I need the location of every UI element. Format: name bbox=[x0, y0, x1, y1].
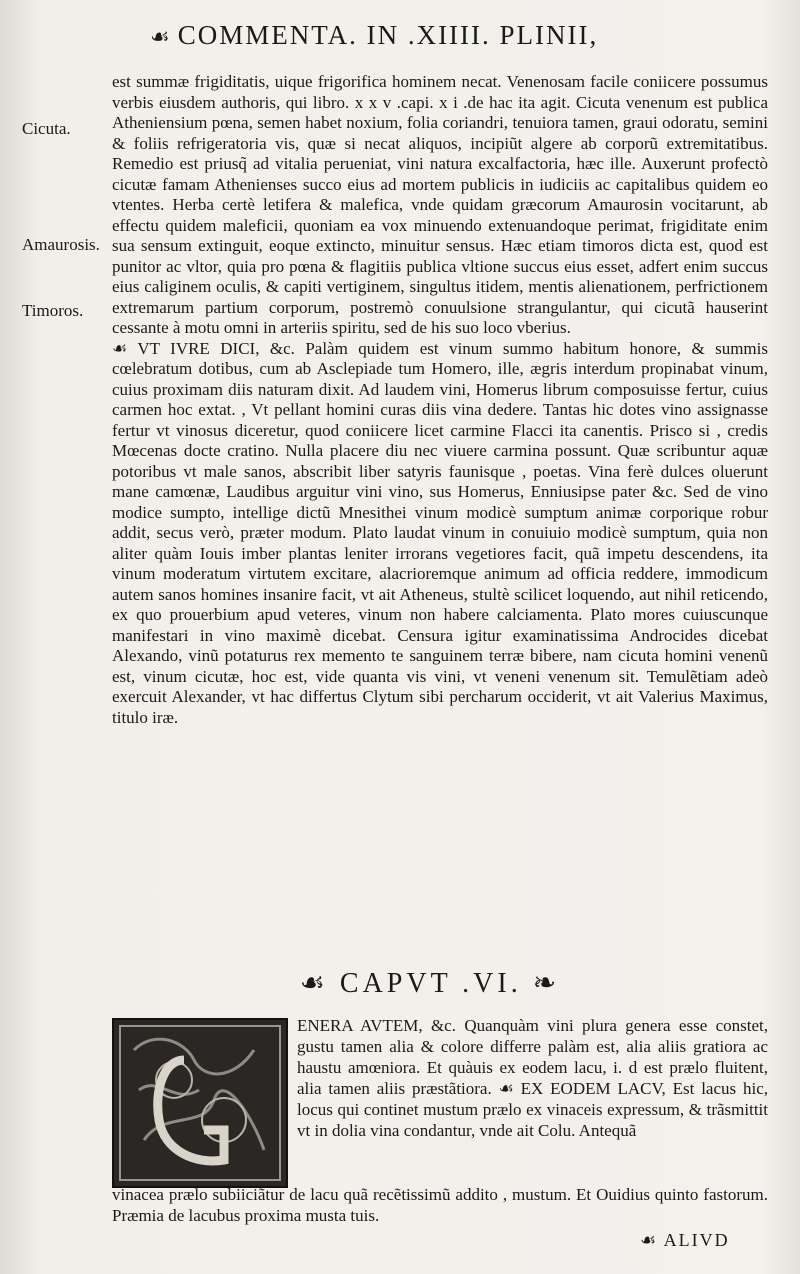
ornament-icon bbox=[114, 1020, 286, 1186]
chapter-heading: ☙ CAPVT .VI. ❧ bbox=[299, 968, 561, 999]
paragraph: ☙ VT IVRE DICI, &c. Palàm quidem est vinum summo habitum honore, & summis cœlebratum dotibus, cum ab Asclepiade tum Homero, ille, ægris interdum propinabat vinum, cuius proximam diis naturam dixit. Ad laudem vini, Homerus librum composuisse fertur, cuius carmen hoc extat. , Vt pellant homini curas diis vina dedere. Tantas hic dotes vino assignasse fertur vt vinosus diceretur, quod coniicere licet carmine Flacci ita canentis. Prisco si , credis Mœcenas docte cratino. Nulla placere diu nec viuere carmina possunt. Quæ scribuntur aquæ potoribus vt male sanos, abscribit liber satyris faunisque , poetas. Vina ferè dulces oluerunt mane camœnæ, Laudibus arguitur vini vino, sus Homerus, Enniusipse pater &c. Sed de vino modice sumpto, intellige dictũ Mnesithei vinum modicè sumptum animæ corporique robur addit, secus verò, præter modum. Plato laudat vinum in conuiuio modicè sumptum, quia non aliter quàm Iouis imber plantas leniter irrorans vegetiores facit, quã impetu descendens, ita vinum moderatum virtutem excitare, alacrioremque animum ad officia reddere, immodicum autem sanos homines insanire facit, vt ait Atheneus, stultè scilicet loquendo, aut nihil reticendo, ex quo prouerbium apud veteres, vinum non habere calciamenta. Plato mores cuiuscunque manifestari in vino maximè dicebat. Censura igitur examinatissima Androcides dicebat Alexando, vinũ potaturus rex memento te sanguinem terræ bibere, nam cicuta homini venenũ est, vinum cicutæ, hoc est, vide quanta vis vini, vt veneni venenum sit. Temulẽtiam adeò exercuit Alexander, vt hac differtus Clytum sibi percharum occiderit, vt ait Valerius Maximus, titulo iræ. bbox=[112, 338, 768, 727]
running-header bbox=[150, 20, 770, 51]
margin-note-amaurosis: Amaurosis. bbox=[22, 235, 100, 254]
fleuron-icon: ☙ bbox=[150, 24, 172, 49]
main-text bbox=[112, 72, 768, 728]
chapter-text-continued: vinacea prælo subiiciãtur de lacu quã recẽtissimũ addito , mustum. Et Ouidius quinto fastorum. Præmia de lacubus proxima musta tuis. bbox=[112, 1185, 768, 1225]
decorated-initial-image bbox=[112, 1018, 288, 1188]
margin-note-cicuta: Cicuta. bbox=[22, 119, 71, 138]
chapter-text: ENERA AVTEM, &c. Quanquàm vini plura genera esse constet, gustu tamen alia & colore differre palàm est, alia aliis gratiora ac haustu amœniora. Et quàuis ex eodem lacu, i. d est prælo fluitent, alia tamen aliis præstãtiora. ☙ EX EODEM LACV, Est lacus hic, locus qui continet mustum prælo ex vinaceis expressum, & trãsmittit vt in dolia vina condantur, vnde ait Colu. Antequã bbox=[297, 1016, 768, 1140]
paragraph: est summæ frigiditatis, uique frigorifica hominem necat. Venenosam facile coniicere possumus verbis eiusdem authoris, qui libro. x x v .capi. x i .de hac ita agit. Cicuta venenum est publica Atheniensium pœna, semen habet noxium, folia coriandri, tenuiora tamen, graui odoratu, semini & foliis refrigeratoria vis, quæ si necat aliquos, incipiũt algere ab corporũ extremitatibus. Remedio est priusq̃ ad vitalia perueniat, vini natura excalfactoria, hæc ille. Auxerunt profectò cicutæ famam Athenienses succo eius ad mortem publicis in iudiciis ac capitalibus quidem eo vtentes. Herba certè letifera & malefica, vnde quidam græcorum Amaurosin vocitarunt, ab effectu quidem maleficii, quoniam ea vox minuendo extenuandoque perimat, frigiditate enim sua sensum extinguit, eoque extincto, minuitur sensus. Hæc etiam timoros dicta est, quod est punitor ac vltor, quia pro pœna & flagitiis publica vltione succus eius esset, adfert enim succus eius caliginem oculis, & capiti vertiginem, singultus itidem, mentis alienationem, perfrictionem extremarum partium corporum, postremò conuulsione strangulantur, qui cicutã hauserint cessante à motu omni in arteriis spiritu, sed de his suo loco vberius. bbox=[112, 72, 768, 337]
margin-note-timoros: Timoros. bbox=[22, 301, 84, 320]
header-title: COMMENTA. IN .XIIII. PLINII, bbox=[177, 20, 599, 50]
catchword: ☙ ALIVD bbox=[640, 1230, 730, 1250]
